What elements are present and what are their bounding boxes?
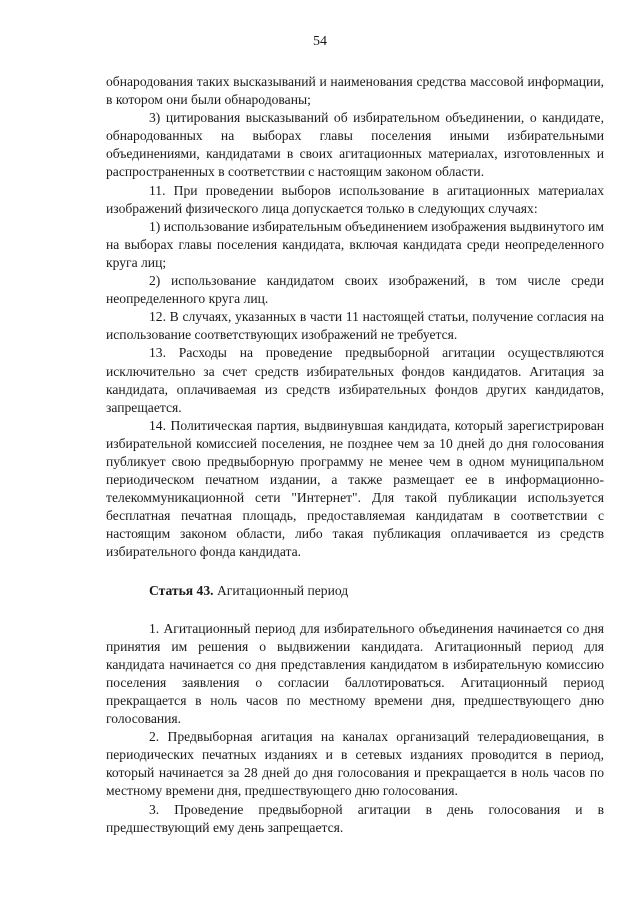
page-number: 54 bbox=[313, 34, 327, 49]
article-heading bbox=[106, 582, 604, 600]
article-title: Агитационный период bbox=[216, 582, 349, 598]
paragraph: 3) цитирования высказываний об избирательном объединении, о кандидате, обнародованных на выборах главы поселения иными избирательными объединениями, кандидатами в своих агитационных материалах, изготовленных и распространенных в соответствии с настоящим законом области. bbox=[106, 110, 604, 180]
paragraph: 14. Политическая партия, выдвинувшая кандидата, который зарегистрирован избирательной комиссией поселения, не позднее чем за 10 дней до дня голосования публикует свою предвыборную программу не менее чем в одном муниципальном периодическом печатном издании, а также размещает ее в информационно-телекоммуникационной сети "Интернет". Для такой публикации используется бесплатная печатная площадь, предоставляемая кандидатам в соответствии с настоящим законом области, либо такая публикация оплачивается из средств избирательного фонда кандидата. bbox=[106, 417, 604, 560]
paragraph: 3. Проведение предвыборной агитации в день голосования и в предшествующий ему день запрещается. bbox=[106, 801, 604, 835]
paragraph: 12. В случаях, указанных в части 11 настоящей статьи, получение согласия на использование соответствующих изображений не требуется. bbox=[106, 309, 604, 343]
paragraph: 11. При проведении выборов использование в агитационных материалах изображений физического лица допускается только в следующих случаях: bbox=[106, 182, 604, 216]
paragraph: 13. Расходы на проведение предвыборной агитации осуществляются исключительно за счет средств избирательных фондов кандидатов. Агитация за кандидата, оплачиваемая из средств избирательных фондов других кандидатов, запрещается. bbox=[106, 345, 604, 415]
paragraph: 1. Агитационный период для избирательного объединения начинается со дня принятия им решения о выдвижении кандидата. Агитационный период для кандидата начинается со дня представления кандидатом в избирательную комиссию поселения заявления о согласии баллотироваться. Агитационный период прекращается в ноль часов по местному времени дня, предшествующего дню голосования. bbox=[106, 620, 604, 727]
paragraph: обнародования таких высказываний и наименования средства массовой информации, в котором они были обнародованы; bbox=[106, 74, 604, 108]
paragraph: 1) использование избирательным объединением изображения выдвинутого им на выборах главы поселения кандидата, включая кандидата среди неопределенного круга лиц; bbox=[106, 218, 604, 270]
article-number: Статья 43. bbox=[149, 582, 214, 598]
paragraph: 2) использование кандидатом своих изображений, в том числе среди неопределенного круга лиц. bbox=[106, 273, 604, 307]
document-body bbox=[106, 73, 604, 837]
paragraph: 2. Предвыборная агитация на каналах организаций телерадиовещания, в периодических печатных изданиях и в сетевых изданиях проводится в период, который начинается за 28 дней до дня голосования и прекращается в ноль часов по местному времени дня, предшествующего дню голосования. bbox=[106, 729, 604, 799]
